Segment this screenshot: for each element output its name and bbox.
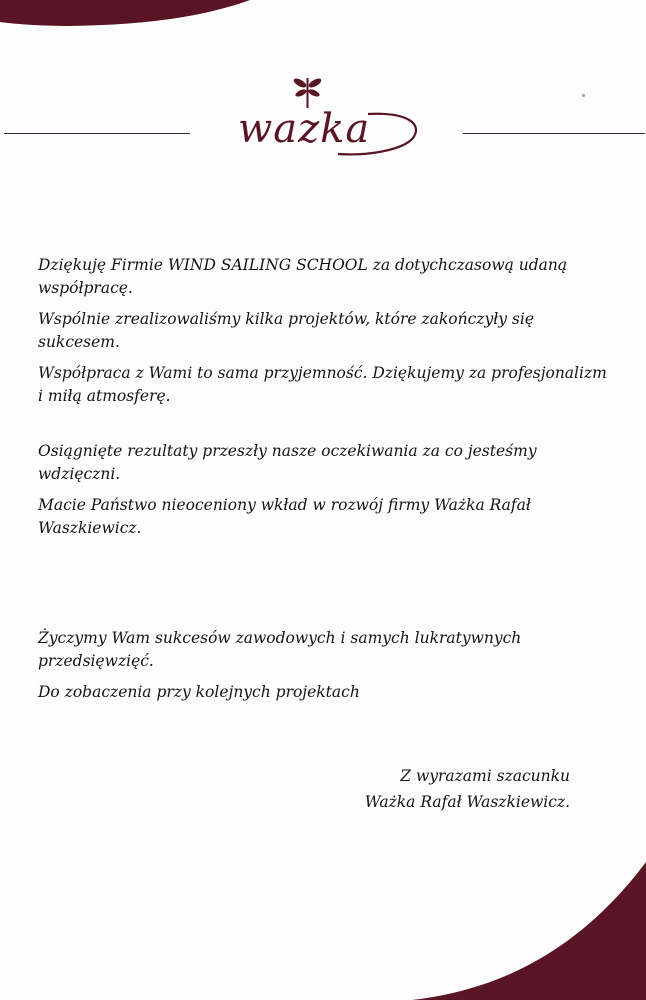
paragraph-thanks: Dziękuję Firmie WIND SAILING SCHOOL za dotychczasową udaną współpracę. bbox=[38, 256, 568, 297]
paragraph-projects: Wspólnie zrealizowaliśmy kilka projektów, które zakończyły się sukcesem. bbox=[38, 310, 535, 351]
paragraph-farewell: Do zobaczenia przy kolejnych projektach bbox=[38, 683, 360, 701]
logo-wordmark: wazka bbox=[238, 106, 371, 152]
paragraph-cooperation: Współpraca z Wami to sama przyjemność. Dziękujemy za profesjonalizm i miłą atmosferę. bbox=[38, 364, 607, 405]
paragraph-results: Osiągnięte rezultaty przeszły nasze oczekiwania za co jesteśmy wdzięczni. bbox=[38, 442, 537, 483]
wazka-logo bbox=[218, 72, 428, 162]
paper-speck bbox=[582, 94, 585, 97]
closing-greeting: Z wyrazami szacunku bbox=[400, 767, 570, 785]
closing-signature: Ważka Rafał Waszkiewicz. bbox=[364, 793, 570, 811]
paragraph-contribution: Macie Państwo nieoceniony wkład w rozwój firmy Ważka Rafał Waszkiewicz. bbox=[38, 496, 531, 537]
header-rule-left bbox=[4, 133, 190, 134]
paragraph-wishes: Życzymy Wam sukcesów zawodowych i samych lukratywnych przedsięwzięć. bbox=[38, 629, 522, 670]
closing-block bbox=[365, 763, 570, 815]
header-rule-right bbox=[463, 133, 645, 134]
